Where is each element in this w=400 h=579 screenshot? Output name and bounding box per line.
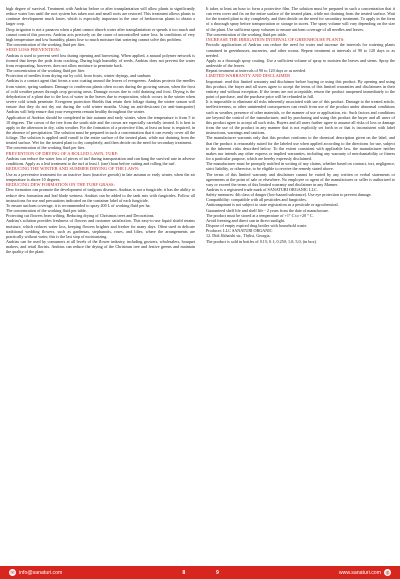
paragraph: Producer: LLC SANATURI ORGANIC [206, 228, 273, 234]
footer-email[interactable]: info@sanaturi.com [19, 569, 63, 576]
section-heading: SEED LOSS PREVENTION: [6, 47, 61, 53]
paragraph: Dispose of empty expired drug bottles with household waste. [206, 223, 308, 229]
paragraph: The concentration of the working fluid per table. [206, 31, 287, 37]
paragraph: The manufacturer warrants only that this product conforms to the chemical description given on the label, and that the product is reasonably suited for the labeled use when applied according to the directions for use, subject to the inherent risks described below. To the extent consistent with applicable law, the manufacturer neither makes nor intends any other express or implied warranties, including any warranty of merchantability or fitness for a particular purpose, which are hereby expressly disclaimed. [206, 135, 395, 162]
paragraph: Guaranteed shelf life and shelf life - 2 years from the date of manufacture. [206, 207, 330, 213]
footer-bar [0, 566, 400, 579]
paragraph: Andrias is used to prevent seed loss during ripening and harvesting. When applied, a natural polymer network is formed that keeps the pods from cracking. During high humidity of seeds, Andrias does not prevent the water from evaporating, however, does not allow moisture to penetrate back. [6, 52, 195, 68]
paragraph: Compatibility: compatible with all pesticides and fungicides. [206, 197, 307, 203]
paragraph: Protecting cut flowers from wilting. Reducing drying of Christmas trees and Decorations. [6, 213, 155, 219]
paragraph: The concentration of the working fluid per liter. [6, 68, 86, 74]
paragraph: Antitranspirant is not subject to state registration as a pesticide or agrochemical. [206, 202, 339, 208]
paragraph: It is impossible to eliminate all risks inherently associated with use of this product. Damage to the treated article, ineffectiveness, or other unintended consequences can result from use of the product under abnormal conditions such as weather, presence of other materials, or the manner of use or application, etc. Such factors and conditions are beyond the control of the manufacturer, and by purchasing and using this product the buyer and all users of this product agree to accept all such risks. Buyers and all users further agree to assume all risks of loss or damage from the use of the product in any manner that is not explicitly set forth in or that is inconsistent with label instructions, warnings and cautions. [206, 99, 395, 136]
paragraph: Repeat treatment at intervals of 90 to 120 days or as needed. [206, 68, 307, 74]
envelope-icon: ✉ [10, 569, 15, 576]
footer-right [207, 569, 400, 576]
right-column [206, 6, 395, 244]
left-column [6, 6, 195, 255]
paragraph: The terms of this limited warranty and disclaimer cannot be varied by any written or verbal statements or agreements at the point of sale or elsewhere. No employee or agent of the manufacturer or seller is authorized to vary or exceed the terms of this limited warranty and disclaimer in any Manner. [206, 171, 395, 187]
section-heading: REDUCING DEW FORMATION ON THE TURF GRASS: [6, 182, 115, 188]
paragraph: Andrias's solution provides freshness of flowers and customer satisfaction. This easy-to-use liquid shield retains moisture, which reduces water loss, keeping flowers brighter and fresher for many days. Often used in delicate traditional wedding flowers, such as gardenias, stephanotis, roses, and lilies, where the arrangements are practically without water, this is the last stop of moisturizing. [6, 218, 195, 239]
paragraph: Andrias is a registered trade mark of SANATURI ORGANIC LLC. [206, 186, 318, 192]
paragraph: 12. Didi Jikhaishi str., Tbilisi, Georgia. [206, 233, 271, 239]
paragraph: Apply as a thorough spray coating. Use a sufficient volume of spray to moisten the leaves and stems. Spray the underside of the leaves. [206, 57, 395, 68]
paragraph: Application of Andrias should be completed in late autumn and early winter, when the temperature is from 5 to 10 degrees. The crown of the tree from the south side and the crown are especially carefully treated. It is best to apply in the afternoon in dry, calm weather. For the formation of a protective film, at least an hour is required, in the absence of precipitation. The solution must be prepared in such a concentration that it can evenly cover all the foliage. The solution is applied until runoff to the entire surface of the treated plant, while not draining from the treated surface. Wet for the treated plant to dry completely, and then decide on the need for secondary treatment. [6, 114, 195, 146]
globe-icon: ◍ [385, 569, 390, 576]
section-heading: INCREASE THE IRRIGATION INTERVAL OF GREENHOUSE PLANTS: [206, 36, 345, 42]
paragraph: The concentration of the working fluid per liter. [6, 42, 86, 48]
footer-website[interactable]: www.sanaturi.com [338, 569, 381, 576]
paragraph: Protection of needles from drying out by cold, from frosts, winter dryings, and sunburn. [6, 73, 152, 79]
paragraph: The product is sold in bottles of 0.15; 0.1; 0.250; 1,0; 5,0; (in box). [206, 238, 317, 244]
paragraph: Andrias can reduce the water loss of pieces of turf during transportation and can hang the survival rate in adverse conditions. Apply as a leaf treatment to the turf at least 1 (one) hour before cutting and rolling the turf. [6, 156, 195, 167]
paragraph: Safety measures: 4th class of danger (low-hazard substance). Use eye protection to prevent damage. [206, 192, 372, 198]
paragraph: Andrias can be used by consumers at all levels of the flower industry, including growers, wholesalers, bouquet makers, and retail florists. Andrias can reduce the drying of the Christmas tree and festive greens and maintain the quality of the plant. [6, 239, 195, 255]
paragraph: Drop irrigation is not a panacea when a plant cannot absorb water after transplantation or spends it too much and cannot control this process. Andrias acts precisely on the cause of uncontrolled water loss. In conditions of very high temperature and low humidity, plants lose so much moisture that watering cannot solve this problem. [6, 26, 195, 42]
page-number-left: 8 [182, 569, 186, 576]
paragraph: It takes at least an hour to form a protective film. The solution must be prepared in such a concentration that it can even cover and fix on the entire surface of the treated plant, while not draining from the treated surface. Wait for the treated plant to dry completely, and then decide on the need for secondary treatment. To apply in the form of a thorough spray before transportation or storage in stores. The spray volume will vary depending on the size of the plant. Use sufficient spray volumes to ensure uniform coverage of all needles and leaves. [206, 6, 395, 32]
paragraph: Dew formation can promote the development of turfgrass diseases. Andrias is not a fungicide, it has the ability to reduce dew formation and leaf blade wetness. Andrias can be added to the tank mix with fungicides. Follow all instructions for use and precautions indicated on the container label of each fungicide. [6, 187, 195, 203]
paragraph: To ensure uniform coverage, it is recommended to spray 400 L of working fluid per ha. [6, 202, 151, 208]
paragraph: The manufacturer must be promptly notified in writing of any claims, whether based on contract, tort, negligence, strict liability, or otherwise, to be eligible to receive the remedy stated above. [206, 161, 395, 172]
paragraph: The concentration of the working fluid per liter. [6, 145, 86, 151]
footer-left [0, 569, 194, 576]
page-number-right: 9 [216, 569, 219, 576]
paragraph: The concentration of the working fluid per table. [6, 208, 87, 214]
paragraph: Use as a preventive treatment for an inactive lawn (inactive growth) in late autumn or early winter, when the air temperature is above 10 degrees. [6, 171, 195, 182]
section-heading: REDUCING THE WINTER AND SUMMER DRYING OF THE LAWN: [6, 166, 140, 172]
paragraph: Avoid freezing and direct sun in direct sunlight. [206, 217, 286, 223]
paragraph: high degree of survival. Treatment with Andrias before or after transplantation will allow plants to significantly reduce water loss until the root system has taken root and small roots are restored. This treatment allows plants to continue development much faster, which is especially important in the case of herbaceous plants to obtain a larger crop. [6, 6, 195, 27]
paragraph: Andrias is a contact agent that forms a wax coating around the leaves of evergreens. Andrias protects the needles from winter, spring sunburn. Damage to coniferous plants often occurs during the growing season, when the frost of cold weather passes through crop growing areas. Damage occurs due to cold draining and frost. Drying is the dehydration of a plant due to the loss of water in the leaves due to evaporation, which occurs in the winter when severe cold winds penetrate. Evergreen protection Shields that retain their foliage during the winter season will ensure that they do not dry out during the cold winter months. Using an anti-desiccant (or anti-transporter) Andrias will help ensure that your evergreens remain healthy throughout the winter. [6, 78, 195, 115]
paragraph: Periodic applications of Andrias can reduce the need for water and increase the intervals for watering plants contained in greenhouses, nurseries, and other rooms. Repeat treatment at intervals of 90 to 120 days or as needed. [206, 42, 395, 58]
section-heading: LIMITED WARRANTY AND DISCLAIMER [206, 73, 291, 79]
section-heading: PREVENTION OF DRYING OF A ROLLED LAWN, TURF: [6, 150, 119, 156]
paragraph: Important: read this limited warranty and disclaimer before buying or using this product. By opening and using this product, the buyer and all users agree to accept the terms of this limited warranties and disclaimers in their entirety and without exception. If the terms are not acceptable, return the product unopened immediately to the point of purchase, and the purchase price will be refunded in full. [206, 78, 395, 100]
paragraph: The product must be stored at a temperature of +1° C to +20 ° C. [206, 212, 314, 218]
